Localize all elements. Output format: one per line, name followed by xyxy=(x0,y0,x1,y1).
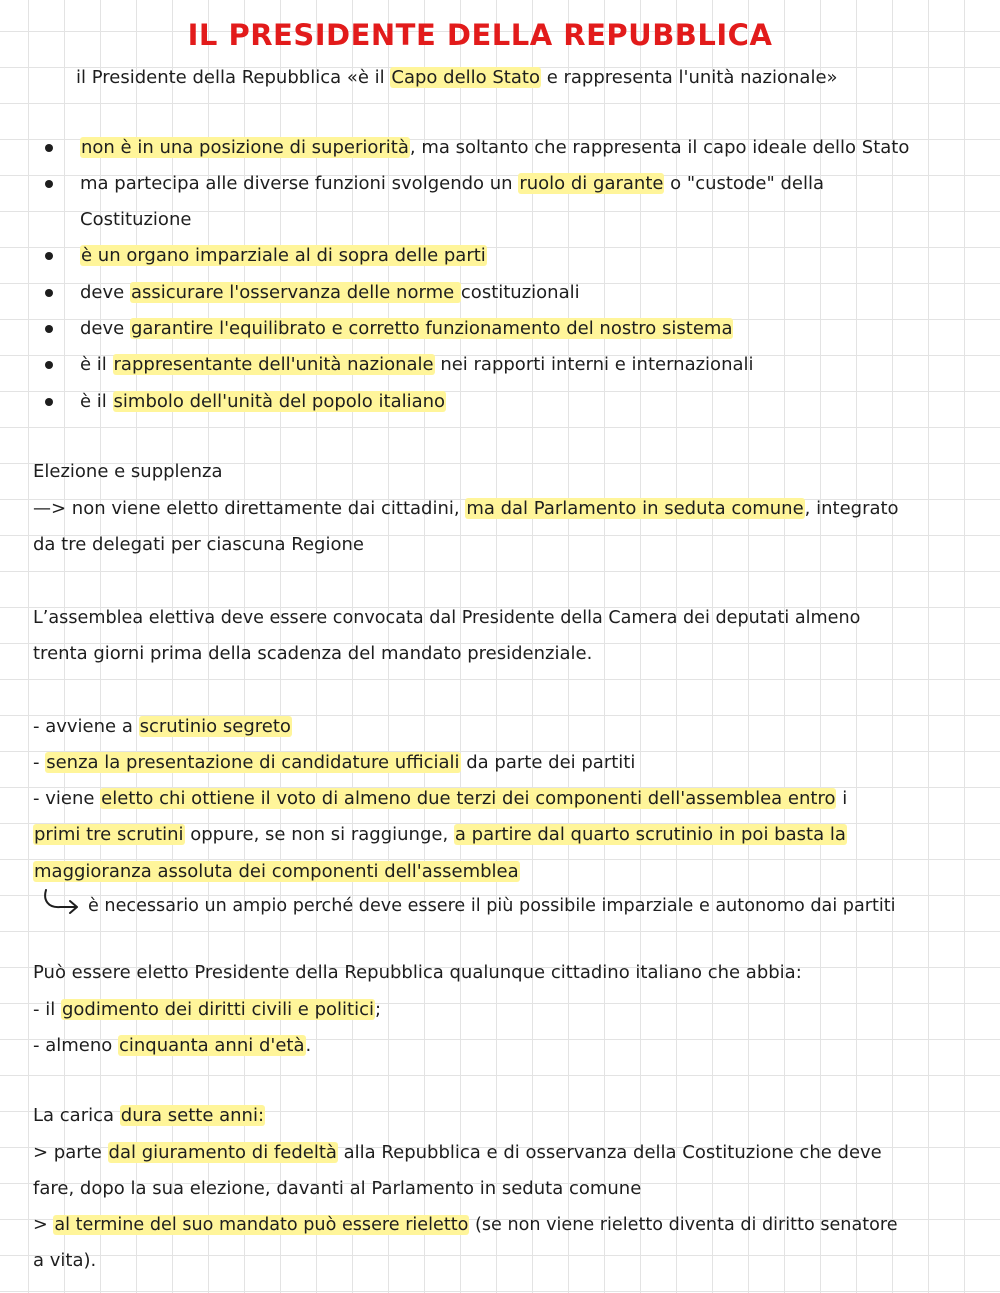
bullet-item: deve garantire l'equilibrato e corretto funzionamento del nostro sistema xyxy=(80,318,733,339)
text-line: fare, dopo la sua elezione, davanti al Parlamento in seduta comune xyxy=(33,1178,642,1199)
text-line: a vita). xyxy=(33,1250,97,1271)
text-line: - avviene a scrutinio segreto xyxy=(33,716,291,737)
section-heading: Elezione e supplenza xyxy=(33,461,223,482)
text-line: - il godimento dei diritti civili e politici; xyxy=(33,999,382,1020)
intro-line: il Presidente della Repubblica «è il Capo dello Stato e rappresenta l'unità nazionale» xyxy=(76,67,838,88)
text-line: primi tre scrutini oppure, se non si raggiunge, a partire dal quarto scrutinio in poi basta la xyxy=(34,824,846,845)
text-line: trenta giorni prima della scadenza del mandato presidenziale. xyxy=(33,643,593,664)
text-line: L’assemblea elettiva deve essere convocata dal Presidente della Camera dei deputati almeno xyxy=(33,608,861,628)
bullet-item: deve assicurare l'osservanza delle norme costituzionali xyxy=(80,282,580,303)
text-line: da tre delegati per ciascuna Regione xyxy=(33,534,364,555)
note-line: è necessario un ampio perché deve essere il più possibile imparziale e autonomo dai partiti xyxy=(88,896,896,916)
bullet-item: ma partecipa alle diverse funzioni svolgendo un ruolo di garante o "custode" della xyxy=(80,173,824,194)
text-line: > al termine del suo mandato può essere rieletto (se non viene rieletto diventa di diritto senatore xyxy=(33,1215,898,1235)
bullet-item: non è in una posizione di superiorità, ma soltanto che rappresenta il capo ideale dello Stato xyxy=(81,137,910,158)
page-title: IL PRESIDENTE DELLA REPUBBLICA xyxy=(187,18,773,52)
curved-arrow-icon xyxy=(40,888,84,914)
text-line: - viene eletto chi ottiene il voto di almeno due terzi dei componenti dell'assemblea entro i xyxy=(33,788,848,809)
bullet-item-continuation: Costituzione xyxy=(80,209,192,230)
text-line: —> non viene eletto direttamente dai cittadini, ma dal Parlamento in seduta comune, integrato xyxy=(33,498,899,519)
bullet-dot xyxy=(45,289,53,297)
bullet-item: è il simbolo dell'unità del popolo italiano xyxy=(80,391,446,412)
bullet-item: è il rappresentante dell'unità nazionale nei rapporti interni e internazionali xyxy=(80,354,754,375)
text-line: > parte dal giuramento di fedeltà alla Repubblica e di osservanza della Costituzione che deve xyxy=(33,1142,882,1163)
text-line: maggioranza assoluta dei componenti dell'assemblea xyxy=(34,861,519,882)
bullet-dot xyxy=(45,361,53,369)
bullet-dot xyxy=(45,325,53,333)
bullet-dot xyxy=(45,180,53,188)
text-line: Può essere eletto Presidente della Repubblica qualunque cittadino italiano che abbia: xyxy=(33,962,802,983)
bullet-dot xyxy=(45,398,53,406)
bullet-dot xyxy=(45,252,53,260)
text-line: La carica dura sette anni: xyxy=(33,1105,265,1126)
bullet-dot xyxy=(45,144,53,152)
bullet-item: è un organo imparziale al di sopra delle parti xyxy=(81,245,486,266)
highlight: Capo dello Stato xyxy=(391,67,540,88)
text-line: - almeno cinquanta anni d'età. xyxy=(33,1035,312,1056)
text-line: - senza la presentazione di candidature ufficiali da parte dei partiti xyxy=(33,752,636,773)
